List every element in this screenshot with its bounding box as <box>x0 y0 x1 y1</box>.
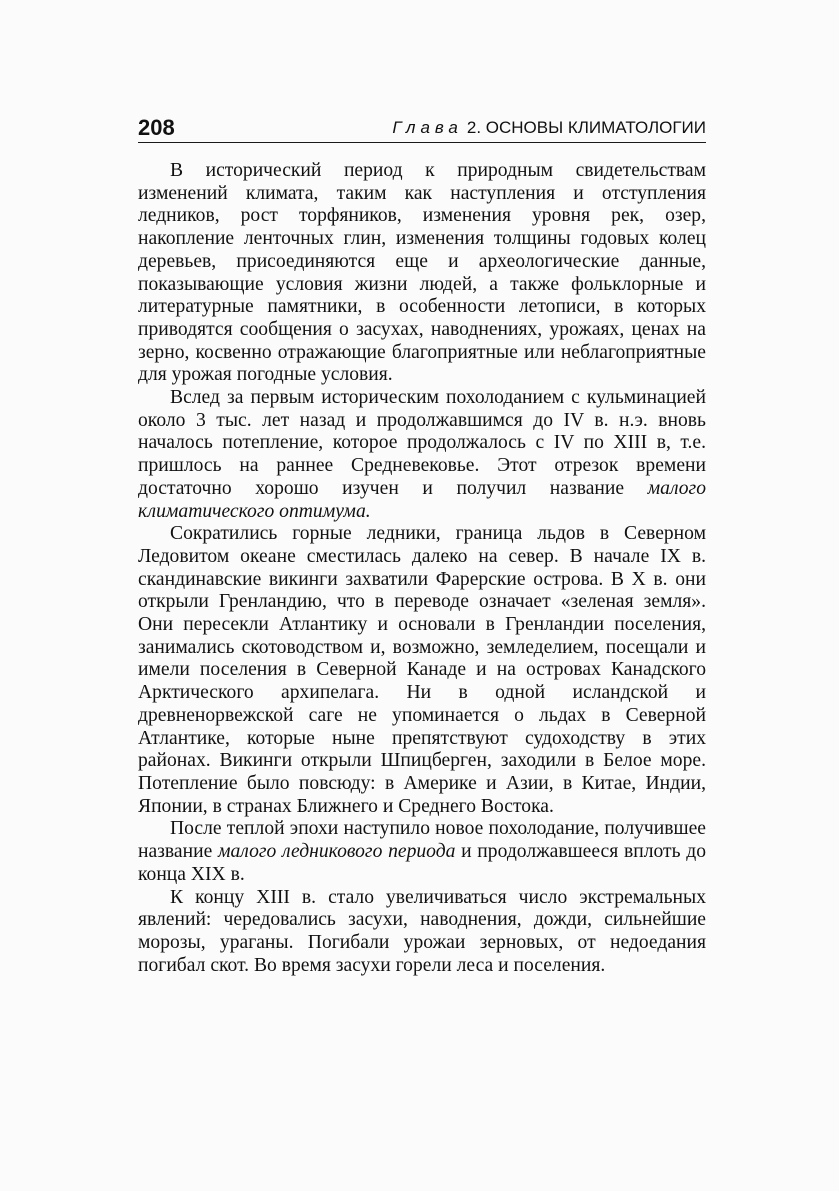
chapter-word: Глава <box>392 118 463 137</box>
running-header <box>138 112 706 143</box>
paragraph-1: В исторический период к природным свидетельствам изменений климата, таким как наступления и отступления ледников, рост торфяников, изменения уровня рек, озер, накопление ленточных глин, изменения толщины годовых колец деревьев, присоединяются еще и археологические данные, показывающие условия жизни людей, а также фольклорные и литературные памятники, в особенности летописи, в которых приводятся сообщения о засухах, наводнениях, урожаях, ценах на зерно, косвенно отражающие благоприятные или неблагоприятные для урожая погодные условия. <box>138 160 706 386</box>
paragraph-2 <box>138 387 706 523</box>
paragraph-2-text: Вслед за первым историческим похолоданием с кульминацией около 3 тыс. лет назад и продолжавшимся до IV в. н.э. вновь началось потепление, которое продолжалось с IV по XIII в, т.е. пришлось на раннее Средневековье. Этот отрезок времени достаточно хорошо изучен и получил название <box>138 387 706 499</box>
paragraph-4 <box>138 818 706 886</box>
term-small-climatic-optimum: малого климатического оптимума. <box>138 477 706 522</box>
paragraph-4-text: После теплой эпохи наступило новое похолодание, получившее название <box>138 818 706 863</box>
chapter-heading <box>392 118 706 138</box>
term-little-ice-age: малого ледникового периода <box>217 841 456 863</box>
paragraph-3: Сократились горные ледники, граница льдов в Северном Ледовитом океане сместилась далеко на север. В начале IX в. скандинавские викинги захватили Фарерские острова. В X в. они открыли Гренландию, что в переводе означает «зеленая земля». Они пересекли Атлантику и основали в Гренландии поселения, занимались скотоводством и, возможно, земледелием, посещали и имели поселения в Северной Канаде и на островах Канадского Арктического архипелага. Ни в одной исландской и древненорвежской саге не упоминается о льдах в Северной Атлантике, которые ныне препятствуют судоходству в этих районах. Викинги открыли Шпицберген, заходили в Белое море. Потепление было повсюду: в Америке и Азии, в Китае, Индии, Японии, в странах Ближнего и Среднего Востока. <box>138 523 706 817</box>
page-number: 208 <box>138 115 175 140</box>
chapter-title: 2. ОСНОВЫ КЛИМАТОЛОГИИ <box>466 118 706 137</box>
body-text <box>138 160 706 977</box>
paragraph-4-tail: и продолжавшееся вплоть до конца XIX в. <box>138 841 706 885</box>
paragraph-5: К концу XIII в. стало увеличиваться число экстремальных явлений: чередовались засухи, наводнения, дожди, сильнейшие морозы, ураганы. Погибали урожаи зерновых, от недоедания погибал скот. Во время засухи горели леса и поселения. <box>138 886 706 976</box>
